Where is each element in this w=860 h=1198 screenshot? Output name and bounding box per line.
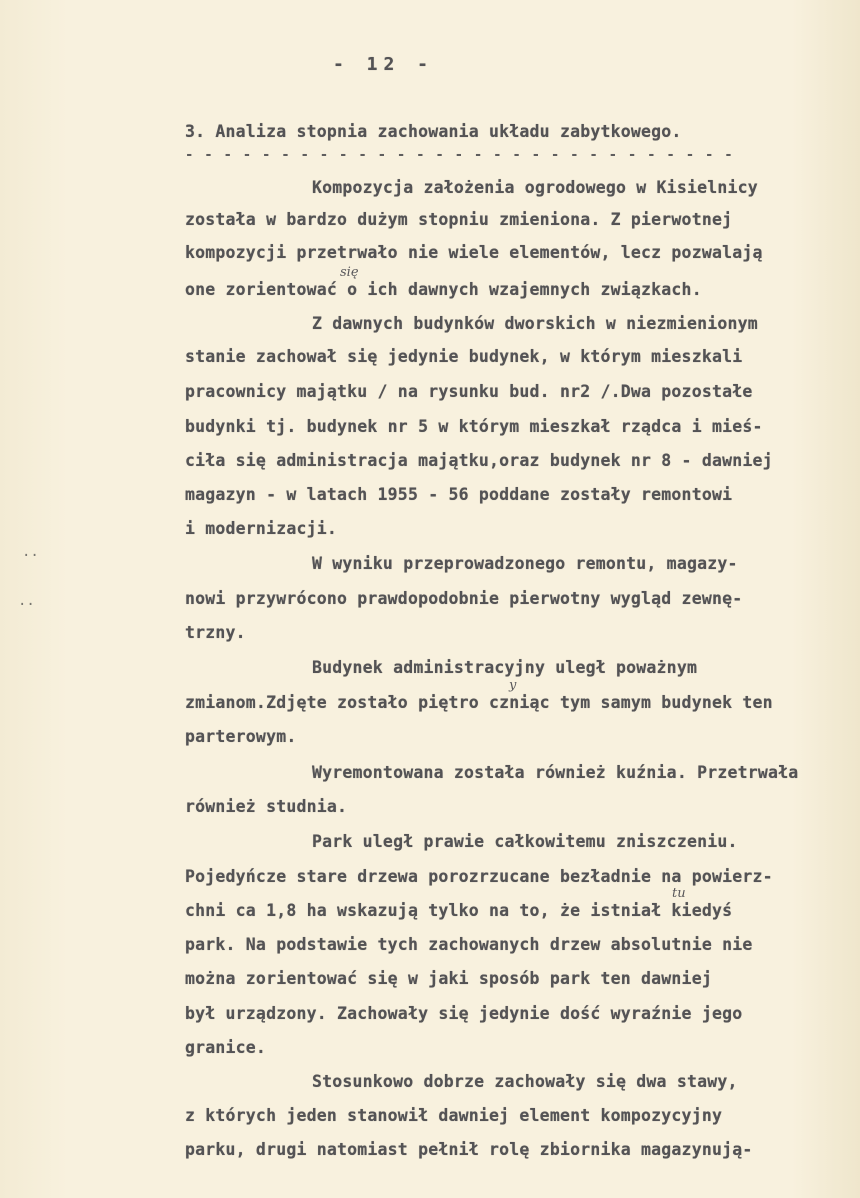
handwritten-correction-sie: się xyxy=(340,265,359,280)
heading-underline: - - - - - - - - - - - - - - - - - - - - - - - - - - - - - xyxy=(185,147,734,163)
text-line-19: również studnia. xyxy=(185,797,348,816)
text-line-3: kompozycji przetrwało nie wiele elementów, lecz pozwalają xyxy=(185,243,763,262)
margin-mark-1: ·· xyxy=(22,548,39,564)
handwritten-correction-y: y xyxy=(509,678,517,693)
section-heading: 3. Analiza stopnia zachowania układu zabytkowego. xyxy=(185,122,682,141)
text-line-12: W wyniku przeprowadzonego remontu, magazy- xyxy=(312,554,738,573)
text-line-5: Z dawnych budynków dworskich w niezmienionym xyxy=(312,314,758,333)
text-line-10: magazyn - w latach 1955 - 56 poddane zostały remontowi xyxy=(185,485,733,504)
text-line-4: one zorientować o ich dawnych wzajemnych związkach. xyxy=(185,280,702,299)
text-line-2: została w bardzo dużym stopniu zmieniona. Z pierwotnej xyxy=(185,210,733,229)
text-line-20: Park uległ prawie całkowitemu zniszczeniu. xyxy=(312,832,738,851)
text-line-1: Kompozycja założenia ogrodowego w Kisielnicy xyxy=(312,178,758,197)
handwritten-correction-tu: tu xyxy=(672,886,686,901)
text-line-15: Budynek administracyjny uległ poważnym xyxy=(312,658,698,677)
text-line-9: ciła się administracja majątku,oraz budynek nr 8 - dawniej xyxy=(185,451,773,470)
text-line-11: i modernizacji. xyxy=(185,519,338,538)
text-line-13: nowi przywrócono prawdopodobnie pierwotny wygląd zewnę- xyxy=(185,589,743,608)
text-line-16: zmianom.Zdjęte zostało piętro czniąc tym samym budynek ten xyxy=(185,693,773,712)
text-line-29: parku, drugi natomiast pełnił rolę zbiornika magazynują- xyxy=(185,1140,753,1159)
text-line-26: granice. xyxy=(185,1038,267,1057)
text-line-23: park. Na podstawie tych zachowanych drzew absolutnie nie xyxy=(185,935,753,954)
text-line-7: pracownicy majątku / na rysunku bud. nr2 /.Dwa pozostałe xyxy=(185,382,753,401)
text-line-25: był urządzony. Zachowały się jedynie dość wyraźnie jego xyxy=(185,1004,743,1023)
text-line-28: z których jeden stanowił dawniej element kompozycyjny xyxy=(185,1106,723,1125)
text-line-22: chni ca 1,8 ha wskazują tylko na to, że istniał kiedyś xyxy=(185,901,733,920)
text-line-27: Stosunkowo dobrze zachowały się dwa stawy, xyxy=(312,1072,738,1091)
text-line-8: budynki tj. budynek nr 5 w którym mieszkał rządca i mieś- xyxy=(185,417,763,436)
text-line-18: Wyremontowana została również kuźnia. Przetrwała xyxy=(312,763,799,782)
text-line-21: Pojedyńcze stare drzewa porozrzucane bezładnie na powierz- xyxy=(185,867,773,886)
text-line-24: można zorientować się w jaki sposób park ten dawniej xyxy=(185,969,712,988)
text-line-6: stanie zachował się jedynie budynek, w którym mieszkali xyxy=(185,347,743,366)
text-line-14: trzny. xyxy=(185,623,246,642)
text-line-17: parterowym. xyxy=(185,727,297,746)
margin-mark-2: ·· xyxy=(18,597,35,613)
page-number: - 12 - xyxy=(333,54,435,75)
